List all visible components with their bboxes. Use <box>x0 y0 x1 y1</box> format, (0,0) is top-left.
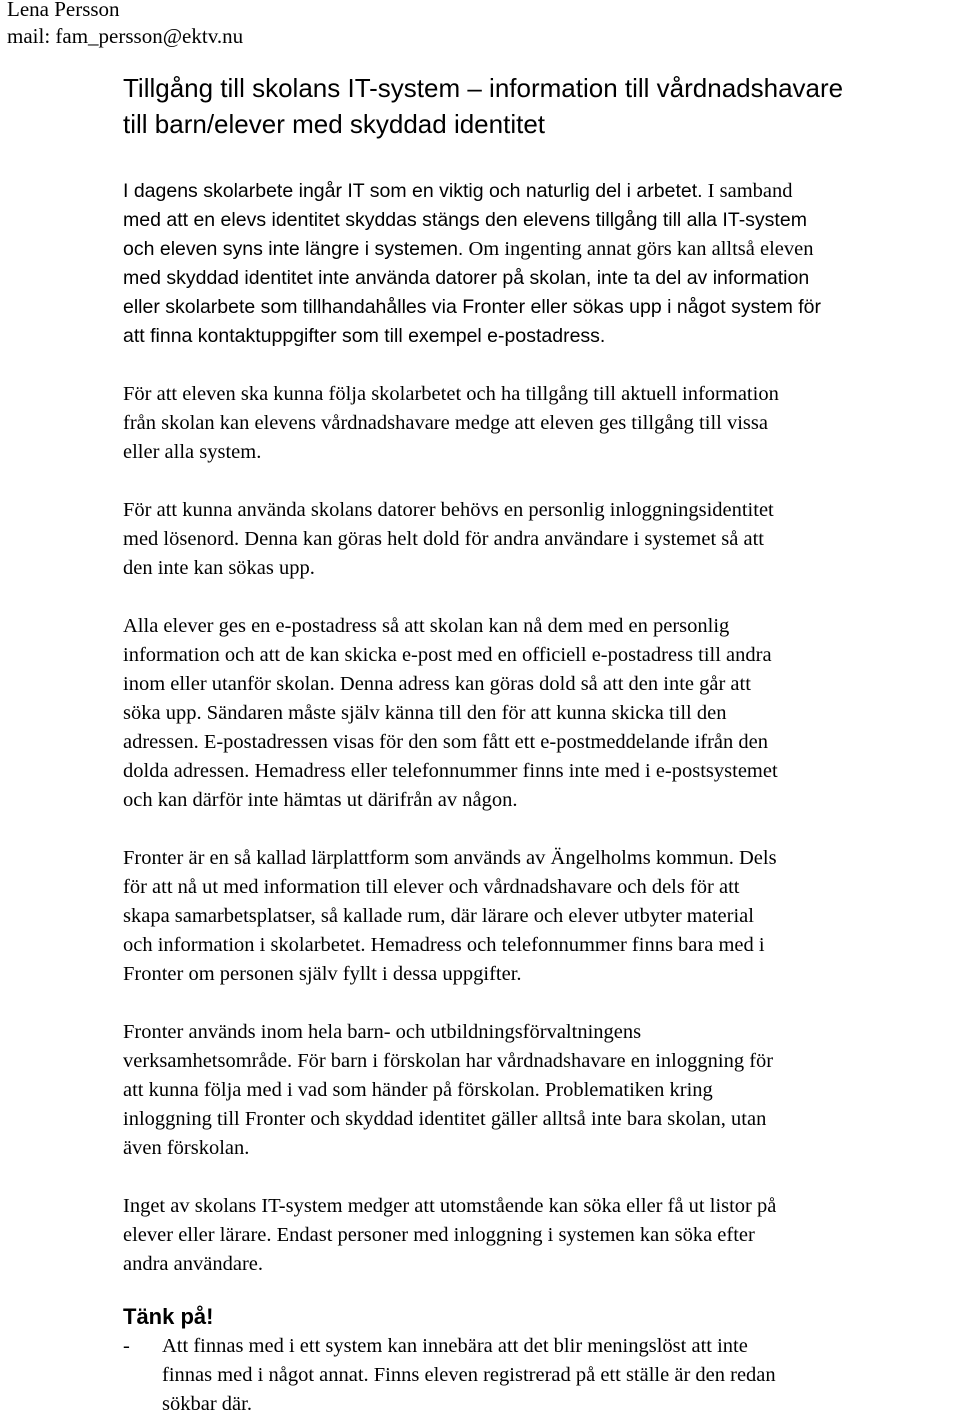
text-line: och information i skolarbetet. Hemadress och telefonnummer finns bara med i <box>123 934 765 956</box>
title-line: till barn/elever med skyddad identitet <box>123 109 546 139</box>
text-line: adressen. E-postadressen visas för den som fått ett e-postmeddelande ifrån den <box>123 731 768 753</box>
paragraph-access-consent <box>123 380 957 467</box>
text-line: skapa samarbetsplatser, så kallade rum, där lärare och elever utbyter material <box>123 905 754 927</box>
text-line: den inte kan sökas upp. <box>123 557 315 579</box>
paragraph-login-identity <box>123 496 957 583</box>
text-line: att kunna följa med i vad som händer på förskolan. Problematiken kring <box>123 1079 713 1101</box>
sender-name: Lena Persson <box>7 0 120 21</box>
text-segment: Om ingenting annat görs kan alltså eleven <box>463 238 814 260</box>
text-line: med att en elevs identitet skyddas stängs den elevens tillgång till alla IT-system <box>123 209 807 231</box>
intro-paragraph <box>123 177 957 351</box>
text-line: Fronter används inom hela barn- och utbildningsförvaltningens <box>123 1021 642 1043</box>
sender-header <box>7 0 243 50</box>
text-segment: I dagens skolarbete ingår IT som en viktig och naturlig del i arbetet. <box>123 180 703 202</box>
text-line: Fronter är en så kallad lärplattform som används av Ängelholms kommun. Dels <box>123 847 777 869</box>
text-line: elever eller lärare. Endast personer med inloggning i systemen kan söka efter <box>123 1224 755 1246</box>
text-line: eller alla system. <box>123 441 262 463</box>
text-line: söka upp. Sändaren måste själv känna till den för att kunna skicka till den <box>123 702 727 724</box>
paragraph-search-restriction <box>123 1192 957 1279</box>
text-line: inom eller utanför skolan. Denna adress kan göras dold så att den inte går att <box>123 673 751 695</box>
text-line: för att nå ut med information till elever och vårdnadshavare och dels för att <box>123 876 740 898</box>
paragraph-email <box>123 612 957 815</box>
title-line: Tillgång till skolans IT-system – information till vårdnadshavare <box>123 73 844 103</box>
tip-list <box>123 1332 957 1419</box>
text-line: Fronter om personen själv fyllt i dessa uppgifter. <box>123 963 522 985</box>
sender-email: mail: fam_persson@ektv.nu <box>7 24 244 48</box>
text-line: dolda adressen. Hemadress eller telefonnummer finns inte med i e-postsystemet <box>123 760 778 782</box>
text-line: För att kunna använda skolans datorer behövs en personlig inloggningsidentitet <box>123 499 774 521</box>
text-line <box>123 235 957 264</box>
text-line <box>123 177 957 206</box>
text-line: finnas med i något annat. Finns eleven registrerad på ett ställe är den redan <box>162 1364 776 1386</box>
text-line: med lösenord. Denna kan göras helt dold för andra användare i systemet så att <box>123 528 764 550</box>
dash-bullet: - <box>123 1335 130 1357</box>
text-line: eller skolarbete som tillhandahålles via Fronter eller sökas upp i något system för <box>123 296 822 318</box>
text-line: att finna kontaktuppgifter som till exempel e-postadress. <box>123 325 606 347</box>
text-line: med skyddad identitet inte använda datorer på skolan, inte ta del av information <box>123 267 810 289</box>
text-line: Inget av skolans IT-system medger att utomstående kan söka eller få ut listor på <box>123 1195 777 1217</box>
text-line: Att finnas med i ett system kan innebära att det blir meningslöst att inte <box>162 1335 748 1357</box>
text-line: information och att de kan skicka e-post med en officiell e-postadress till andra <box>123 644 772 666</box>
text-line: verksamhetsområde. För barn i förskolan har vårdnadshavare en inloggning för <box>123 1050 774 1072</box>
document-body <box>123 70 957 1279</box>
text-line: För att eleven ska kunna följa skolarbetet och ha tillgång till aktuell information <box>123 383 779 405</box>
paragraph-fronter-platform <box>123 844 957 989</box>
text-segment: I samband <box>702 180 793 202</box>
text-line: Alla elever ges en e-postadress så att skolan kan nå dem med en personlig <box>123 615 730 637</box>
text-line: sökbar där. <box>162 1393 252 1415</box>
text-line: inloggning till Fronter och skyddad identitet gäller alltså inte bara skolan, utan <box>123 1108 767 1130</box>
text-line: från skolan kan elevens vårdnadshavare medge att eleven ges tillgång till vissa <box>123 412 768 434</box>
document-title <box>123 70 957 142</box>
text-line: andra användare. <box>123 1253 263 1275</box>
text-line: även förskolan. <box>123 1137 250 1159</box>
text-line: och kan därför inte hämtas ut därifrån av någon. <box>123 789 518 811</box>
paragraph-fronter-preschool <box>123 1018 957 1163</box>
text-segment: och eleven syns inte längre i systemen. <box>123 238 464 260</box>
tip-heading: Tänk på! <box>123 1304 214 1329</box>
list-item <box>123 1332 957 1419</box>
